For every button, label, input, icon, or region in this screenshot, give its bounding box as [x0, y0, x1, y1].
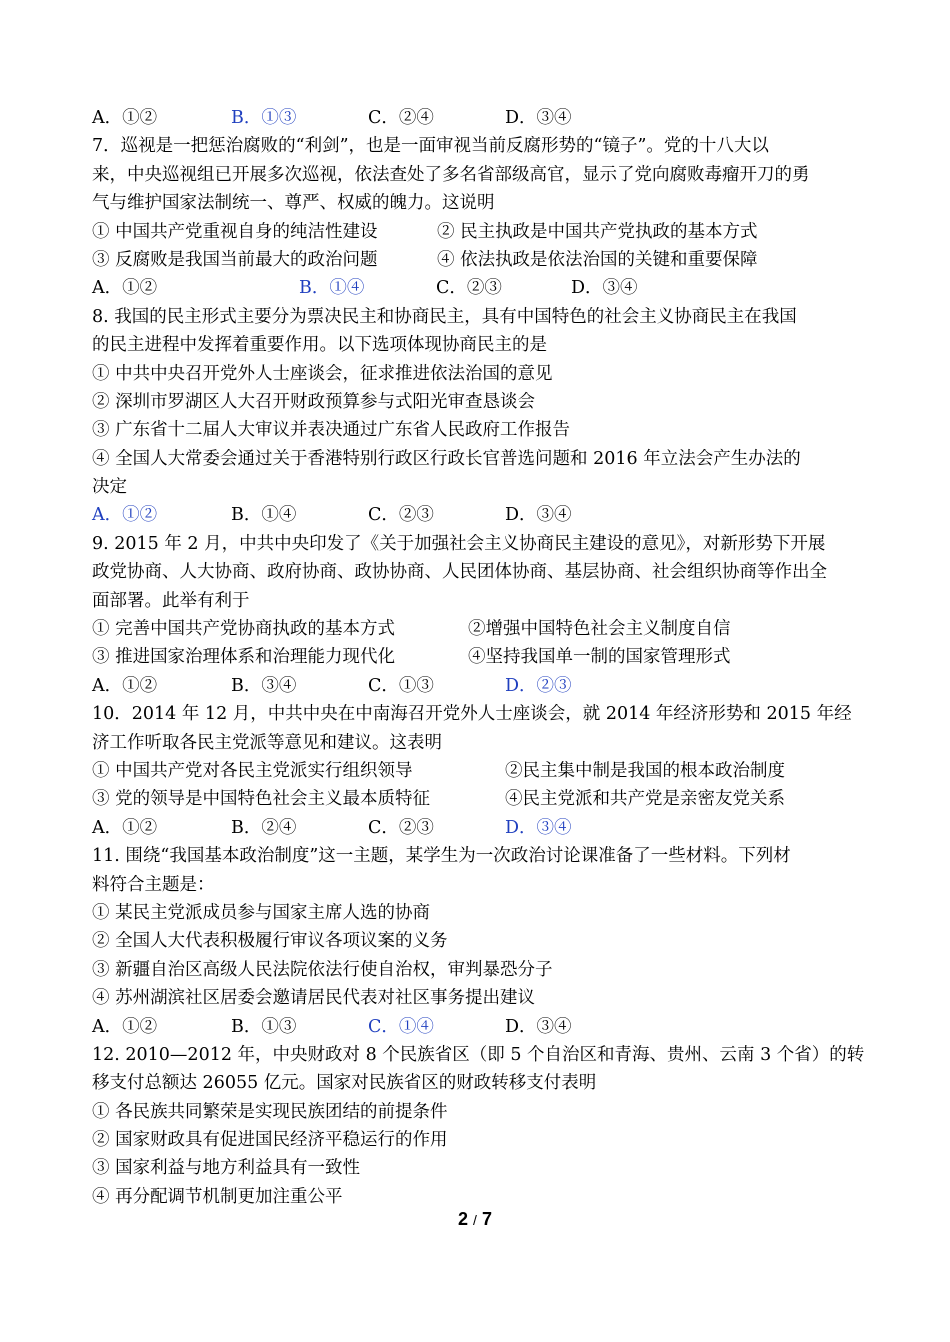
q8-item-1: ① 中共中央召开党外人士座谈会，征求推进依法治国的意见 [92, 363, 553, 384]
q9-option-b: B．③④ [231, 675, 297, 696]
q10-option-b: B．②④ [231, 817, 297, 838]
q7-item-4: ④ 依法执政是依法治国的关键和重要保障 [437, 249, 758, 270]
q8-option-a-answer: A．①② [92, 505, 158, 526]
q11-stem-line: 11. 围绕“我国基本政治制度”这一主题，某学生为一次政治讨论课准备了一些材料。下列材 [92, 846, 791, 867]
q10-items-row [92, 785, 862, 813]
q9-item-4: ④坚持我国单一制的国家管理形式 [468, 647, 731, 668]
q8-stem-line: 的民主进程中发挥着重要作用。以下选项体现协商民主的是 [92, 335, 547, 356]
current-page: 2 [458, 1209, 469, 1229]
q7-option-a: A．①② [92, 278, 158, 299]
q9-option-c: C．①③ [368, 675, 434, 696]
q9-option-a: A．①② [92, 675, 158, 696]
q9-stem-line: 面部署。此举有利于 [92, 590, 250, 611]
q12-item-2: ② 国家财政具有促进国民经济平稳运行的作用 [92, 1130, 448, 1151]
total-pages: 7 [481, 1209, 492, 1229]
q11-item-3: ③ 新疆自治区高级人民法院依法行使自治权，审判暴恐分子 [92, 959, 553, 980]
q10-option-c: C．②③ [368, 817, 434, 838]
q7-item-2: ② 民主执政是中国共产党执政的基本方式 [437, 221, 758, 242]
q7-items-row [92, 218, 862, 246]
q8-item-2: ② 深圳市罗湖区人大召开财政预算参与式阳光审查恳谈会 [92, 391, 536, 412]
q6-option-c: C．②④ [368, 108, 434, 128]
q10-item-3: ③ 党的领导是中国特色社会主义最本质特征 [92, 789, 431, 810]
page-separator: / [473, 1212, 477, 1228]
q9-option-d-answer: D．②③ [505, 675, 572, 696]
q8-options [92, 501, 862, 529]
q10-items-row [92, 757, 862, 785]
q6-options [92, 104, 862, 132]
q8-item-4: ④ 全国人大常委会通过关于香港特别行政区行政长官普选问题和 2016 年立法会产生办法的 [92, 448, 801, 469]
q11-item-1: ① 某民主党派成员参与国家主席人选的协商 [92, 902, 431, 923]
q10-option-a: A．①② [92, 817, 158, 838]
q7-stem-line: 来，中央巡视组已开展多次巡视，依法查处了多名省部级高官，显示了党向腐败毒瘤开刀的勇 [92, 164, 810, 185]
q8-option-b: B．①④ [231, 505, 297, 526]
q7-items-row [92, 246, 862, 274]
q9-items-row [92, 615, 862, 643]
q11-options [92, 1013, 862, 1041]
q10-stem-line: 10．2014 年 12 月，中共中央在中南海召开党外人士座谈会，就 2014 年经济形势和 2015 年经 [92, 704, 852, 725]
q12-stem-line: 移支付总额达 26055 亿元。国家对民族省区的财政转移支付表明 [92, 1073, 597, 1094]
q7-stem-line: 7．巡视是一把惩治腐败的“利剑”，也是一面审视当前反腐形势的“镜子”。党的十八大以 [92, 136, 769, 157]
q9-stem-line: 政党协商、人大协商、政府协商、政协协商、人民团体协商、基层协商、社会组织协商等作出全 [92, 562, 827, 583]
q9-item-1: ① 完善中国共产党协商执政的基本方式 [92, 619, 396, 640]
q7-item-1: ① 中国共产党重视自身的纯洁性建设 [92, 221, 378, 242]
q10-options [92, 814, 862, 842]
q12-item-1: ① 各民族共同繁荣是实现民族团结的前提条件 [92, 1101, 448, 1122]
q10-item-1: ① 中国共产党对各民主党派实行组织领导 [92, 760, 413, 781]
q10-stem-line: 济工作听取各民主党派等意见和建议。这表明 [92, 732, 442, 753]
q11-item-4: ④ 苏州湖滨社区居委会邀请居民代表对社区事务提出建议 [92, 988, 536, 1009]
document-body [92, 104, 865, 1211]
q9-item-2: ②增强中国特色社会主义制度自信 [468, 619, 731, 640]
q6-option-b-answer: B．①③ [231, 108, 297, 128]
q7-option-c: C．②③ [436, 278, 502, 299]
q11-option-c-answer: C．①④ [368, 1016, 434, 1037]
q12-item-3: ③ 国家利益与地方利益具有一致性 [92, 1158, 361, 1179]
q10-item-2: ②民主集中制是我国的根本政治制度 [505, 760, 785, 781]
q6-option-d: D．③④ [505, 108, 572, 128]
q12-item-4: ④ 再分配调节机制更加注重公平 [92, 1186, 343, 1207]
q9-items-row [92, 643, 862, 671]
q9-item-3: ③ 推进国家治理体系和治理能力现代化 [92, 647, 396, 668]
q9-options [92, 672, 862, 700]
q9-stem-line: 9. 2015 年 2 月，中共中央印发了《关于加强社会主义协商民主建设的意见》，对新形势下开展 [92, 533, 826, 554]
q12-stem-line: 12. 2010—2012 年，中央财政对 8 个民族省区（即 5 个自治区和青海、贵州、云南 3 个省）的转 [92, 1044, 865, 1065]
q8-stem-line: 8. 我国的民主形式主要分为票决民主和协商民主，具有中国特色的社会主义协商民主在我国 [92, 306, 797, 327]
q8-item-3: ③ 广东省十二届人大审议并表决通过广东省人民政府工作报告 [92, 420, 571, 441]
q10-item-4: ④民主党派和共产党是亲密友党关系 [505, 789, 785, 810]
q7-stem-line: 气与维护国家法制统一、尊严、权威的魄力。这说明 [92, 193, 495, 214]
q8-option-c: C．②③ [368, 505, 434, 526]
q8-item-4-continued: 决定 [92, 477, 127, 498]
q7-option-b-answer: B．①④ [299, 278, 365, 299]
page-number [0, 1209, 950, 1230]
q7-item-3: ③ 反腐败是我国当前最大的政治问题 [92, 249, 378, 270]
q7-option-d: D．③④ [571, 278, 638, 299]
q11-option-a: A．①② [92, 1016, 158, 1037]
q7-options [92, 274, 862, 302]
q11-item-2: ② 全国人大代表积极履行审议各项议案的义务 [92, 931, 448, 952]
q11-option-b: B．①③ [231, 1016, 297, 1037]
q6-option-a: A．①② [92, 108, 158, 128]
q8-option-d: D．③④ [505, 505, 572, 526]
q11-option-d: D．③④ [505, 1016, 572, 1037]
q11-stem-line: 料符合主题是： [92, 874, 215, 895]
q10-option-d-answer: D．③④ [505, 817, 572, 838]
